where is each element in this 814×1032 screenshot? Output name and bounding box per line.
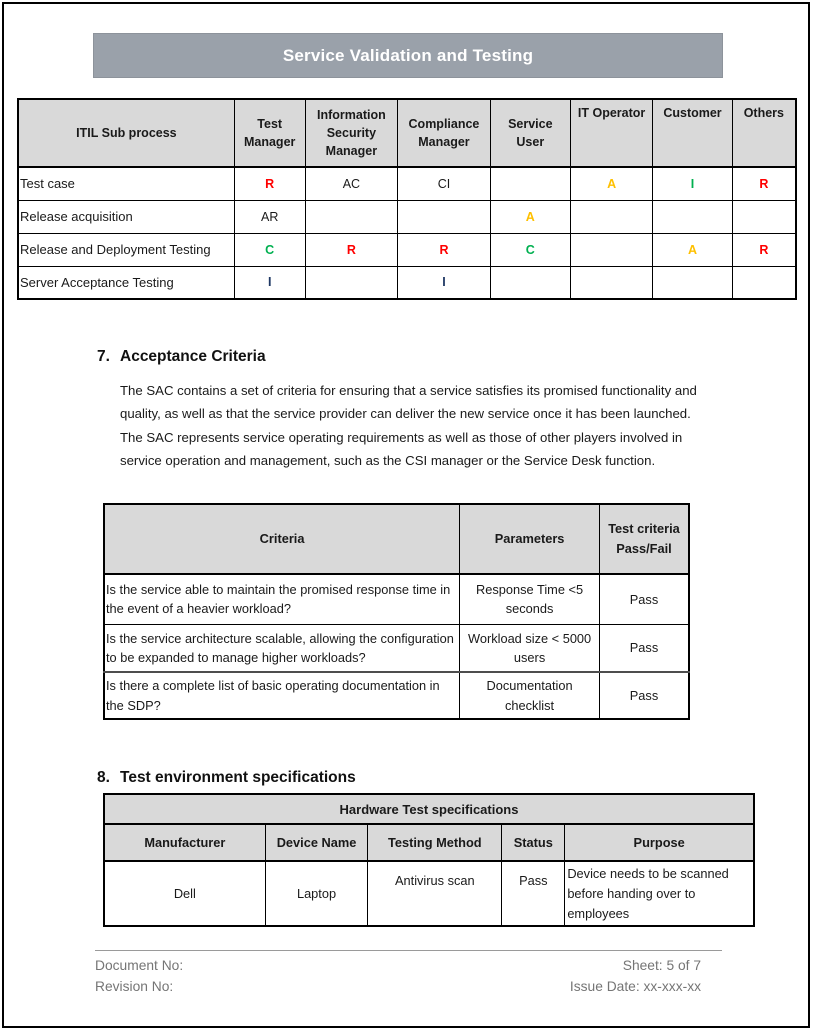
raci-cell [732,233,796,266]
hardware-row [104,861,754,926]
raci-cell [305,167,398,200]
criteria-row [104,672,689,719]
section-number: 8. [97,769,110,786]
criteria-header-test-criteria: Test criteria Pass/Fail [599,504,689,574]
raci-row-server-acceptance-testing [18,266,796,299]
parameters-cell: Response Time <5 seconds [460,574,600,624]
raci-mark: C [265,242,275,257]
raci-mark: A [687,242,698,257]
raci-cell [305,266,398,299]
criteria-header-criteria: Criteria [104,504,460,574]
testing-method-cell: Antivirus scan [368,861,502,926]
parameters-cell: Workload size < 5000 users [460,624,600,672]
raci-cell [490,266,570,299]
raci-cell [234,266,305,299]
footer-divider [95,950,722,951]
manufacturer-cell: Dell [104,861,265,926]
raci-mark: A [525,209,535,224]
raci-mark: R [759,242,769,257]
raci-mark: C [525,242,535,257]
page-title-text: Service Validation and Testing [282,45,534,65]
raci-header-service-user: Service User [490,99,570,167]
raci-row-label: Server Acceptance Testing [18,266,234,299]
acceptance-criteria-table [103,503,690,720]
raci-header-others: Others [732,99,796,167]
criteria-cell: Is there a complete list of basic operating documentation in the SDP? [104,672,460,719]
raci-mark: I [690,176,695,191]
hardware-test-specifications-table [103,793,755,927]
raci-cell [653,200,732,233]
raci-cell [398,200,491,233]
raci-header-customer: Customer [653,99,732,167]
document-no-label: Document No: [95,958,184,973]
section-title: Acceptance Criteria [120,348,266,365]
raci-cell [490,233,570,266]
device-name-cell: Laptop [265,861,368,926]
sheet-number: Sheet: 5 of 7 [622,958,701,973]
acceptance-criteria-paragraph: The SAC contains a set of criteria for ensuring that a service satisfies its promised functionality and quality, as well as that the service provider can deliver the new service once it has been launched. The SAC represents service operating requirements as well as those of other players involved in service operation and management, such as the CSI manager or the Service Desk function. [120,383,697,468]
raci-row-label: Release acquisition [18,200,234,233]
raci-cell [234,167,305,200]
raci-cell [732,200,796,233]
raci-mark: CI [437,176,451,191]
hardware-header-purpose: Purpose [565,824,754,861]
criteria-header-parameters: Parameters [460,504,600,574]
raci-cell [653,167,732,200]
section-number: 7. [97,348,110,365]
raci-mark: R [346,242,356,257]
raci-header-test-manager: Test Manager [234,99,305,167]
section-8-heading [97,769,356,787]
page-title [93,33,723,78]
section-7-heading [97,348,266,366]
purpose-cell: Device needs to be scanned before handing over to employees [565,861,754,926]
raci-cell [570,266,652,299]
footer [95,956,701,997]
parameters-cell: Documentation checklist [460,672,600,719]
hardware-header-row [104,824,754,861]
raci-cell [570,167,652,200]
criteria-header-row [104,504,689,574]
raci-cell [570,200,652,233]
raci-mark: R [759,176,769,191]
hardware-table-title: Hardware Test specifications [104,794,754,824]
hardware-header-device-name: Device Name [265,824,368,861]
result-cell: Pass [599,624,689,672]
raci-mark: I [267,275,272,290]
document-page [2,2,810,1028]
raci-cell [305,233,398,266]
raci-row-release-acquisition [18,200,796,233]
status-cell: Pass [502,861,565,926]
raci-row-release-deployment-testing [18,233,796,266]
raci-cell [732,266,796,299]
raci-cell [305,200,398,233]
hardware-header-testing-method: Testing Method [368,824,502,861]
hardware-table-title-row [104,794,754,824]
raci-mark: AR [261,209,279,224]
raci-header-row [18,99,796,167]
footer-left [95,956,183,997]
raci-cell [732,167,796,200]
revision-no-label: Revision No: [95,978,174,994]
issue-date: Issue Date: xx-xxx-xx [569,978,701,994]
criteria-cell: Is the service able to maintain the promised response time in the event of a heavier workload? [104,574,460,624]
raci-mark: I [442,275,446,290]
raci-cell [653,233,732,266]
raci-cell [490,200,570,233]
raci-cell [398,233,491,266]
hardware-header-status: Status [502,824,565,861]
raci-cell [234,200,305,233]
raci-mark: A [607,176,617,191]
raci-cell [234,233,305,266]
criteria-cell: Is the service architecture scalable, allowing the configuration to be expanded to manage higher workloads? [104,624,460,672]
raci-cell [570,233,652,266]
section-title: Test environment specifications [120,769,356,786]
raci-header-information-security-manager: Information Security Manager [305,99,398,167]
result-cell: Pass [599,672,689,719]
criteria-row [104,574,689,624]
hardware-header-manufacturer: Manufacturer [104,824,265,861]
footer-right [570,956,701,997]
raci-header-compliance-manager: Compliance Manager [398,99,491,167]
raci-row-label: Test case [18,167,234,200]
raci-matrix-table [17,98,797,300]
raci-mark: R [265,176,275,191]
raci-mark: R [439,242,449,257]
raci-cell [490,167,570,200]
raci-cell [398,167,491,200]
raci-row-label: Release and Deployment Testing [18,233,234,266]
criteria-row [104,624,689,672]
result-cell: Pass [599,574,689,624]
raci-header-it-operator: IT Operator [570,99,652,167]
raci-header-itil-sub-process: ITIL Sub process [18,99,234,167]
raci-mark: AC [342,176,361,191]
raci-cell [398,266,491,299]
raci-cell [653,266,732,299]
raci-row-test-case [18,167,796,200]
